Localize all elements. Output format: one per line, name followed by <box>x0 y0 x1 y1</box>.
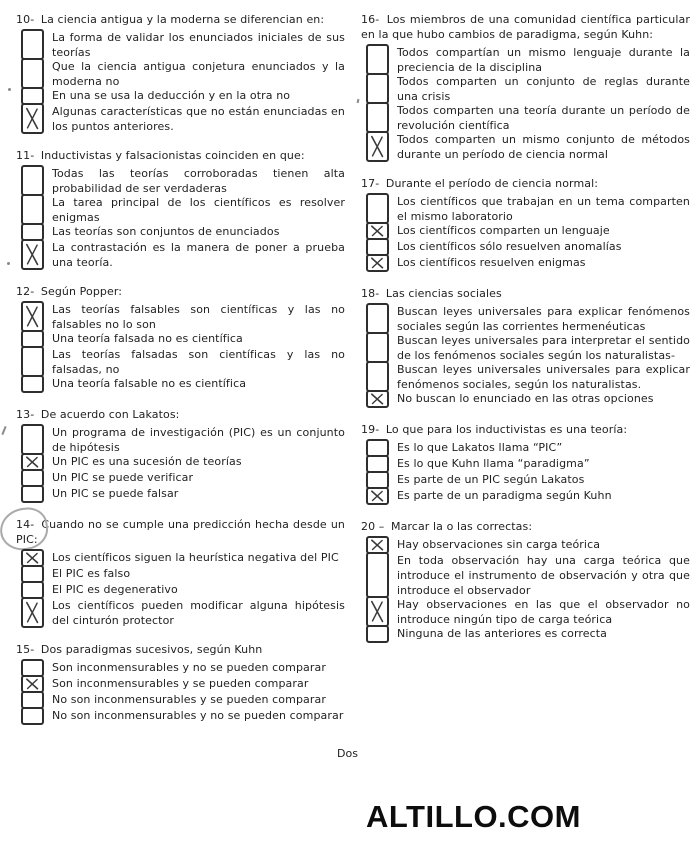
checkbox[interactable] <box>366 390 389 408</box>
options-list <box>361 303 690 408</box>
option-label: Es parte de un PIC según Lakatos <box>397 473 585 486</box>
option-label: No son inconmensurables y no se pueden comparar <box>52 709 344 722</box>
options-list <box>16 301 345 393</box>
option-label: Hay observaciones en las que el observador no introduce ningún tipo de carga teórica <box>397 598 690 626</box>
checkbox[interactable] <box>366 552 389 598</box>
option-label: Los científicos sólo resuelven anomalías <box>397 240 622 253</box>
question-title: Dos paradigmas sucesivos, según Kuhn <box>40 643 263 656</box>
question-title-line <box>16 517 345 547</box>
x-mark-icon <box>369 490 386 502</box>
option-row <box>366 625 690 643</box>
option-row <box>21 424 345 455</box>
right-column <box>361 12 690 739</box>
option-label: Una teoría falsable no es científica <box>52 377 247 390</box>
option-row <box>21 707 345 725</box>
option-row <box>366 487 690 505</box>
option-label: En toda observación hay una carga teórica que introduce el instrumento de observación y otra que introduce el observador <box>397 554 690 597</box>
x-mark-icon <box>24 678 41 690</box>
option-label: Un PIC se puede verificar <box>52 471 194 484</box>
option-label: Las teorías falsables son científicas y las no falsables no lo son <box>52 303 345 331</box>
option-row <box>21 346 345 377</box>
x-mark-icon <box>369 134 386 159</box>
option-row <box>366 44 690 75</box>
question-block <box>361 519 690 643</box>
checkbox[interactable] <box>21 485 44 503</box>
checkbox[interactable] <box>366 254 389 272</box>
option-row <box>21 375 345 393</box>
option-row <box>366 303 690 334</box>
checkbox[interactable] <box>21 58 44 89</box>
option-row <box>366 131 690 162</box>
checkbox[interactable] <box>366 303 389 334</box>
option-label: Las teorías son conjuntos de enunciados <box>52 225 280 238</box>
question-title: Según Popper: <box>40 285 123 298</box>
question-block <box>16 12 345 134</box>
option-row <box>21 485 345 503</box>
question-title-line <box>16 148 345 163</box>
options-list <box>16 29 345 134</box>
option-label: Los científicos siguen la heurística negativa del PIC <box>52 551 339 564</box>
option-label: Buscan leyes universales para explicar fenómenos sociales según las corrientes hermenéuticas <box>397 305 690 333</box>
question-number: 16- <box>361 13 384 26</box>
question-title-line <box>361 12 690 42</box>
question-block <box>16 517 345 628</box>
options-list <box>361 193 690 272</box>
question-number: 12- <box>16 285 38 298</box>
question-title-line <box>16 407 345 422</box>
checkbox[interactable] <box>366 102 389 133</box>
question-block <box>361 286 690 408</box>
option-row <box>21 194 345 225</box>
x-mark-icon <box>24 242 41 267</box>
question-number: 17- <box>361 177 383 190</box>
checkbox[interactable] <box>21 103 44 134</box>
option-row <box>21 29 345 60</box>
x-mark-icon <box>369 225 386 237</box>
x-mark-icon <box>369 539 386 551</box>
option-label: Es parte de un paradigma según Kuhn <box>397 489 612 502</box>
options-list <box>361 536 690 643</box>
checkbox[interactable] <box>366 487 389 505</box>
question-title: La ciencia antigua y la moderna se diferencian en: <box>40 13 325 26</box>
option-label: El PIC es falso <box>52 567 131 580</box>
checkbox[interactable] <box>366 44 389 75</box>
question-block <box>361 422 690 505</box>
option-label: La forma de validar los enunciados iniciales de sus teorías <box>52 31 345 59</box>
question-block <box>361 176 690 272</box>
checkbox[interactable] <box>366 131 389 162</box>
option-label: Un PIC se puede falsar <box>52 487 179 500</box>
option-row <box>366 254 690 272</box>
stray-word-dos: Dos <box>337 747 358 760</box>
option-row <box>21 239 345 270</box>
option-label: Hay observaciones sin carga teórica <box>397 538 601 551</box>
option-label: La tarea principal de los científicos es resolver enigmas <box>52 196 345 224</box>
option-label: Los científicos que trabajan en un tema comparten el mismo laboratorio <box>397 195 690 223</box>
x-mark-icon <box>369 393 386 405</box>
option-label: No son inconmensurables y se pueden comparar <box>52 693 326 706</box>
checkbox[interactable] <box>21 346 44 377</box>
question-title: Lo que para los inductivistas es una teoría: <box>385 423 628 436</box>
options-list <box>16 165 345 270</box>
option-label: Son inconmensurables y no se pueden comparar <box>52 661 326 674</box>
x-mark-icon <box>369 599 386 624</box>
option-label: Todos compartían un mismo lenguaje durante la preciencia de la disciplina <box>397 46 690 74</box>
option-row <box>366 596 690 627</box>
question-number: 13- <box>16 408 38 421</box>
question-title: Los miembros de una comunidad científica particular en la que hubo cambios de paradigma, según Kuhn: <box>361 13 690 41</box>
x-mark-icon <box>24 106 41 131</box>
option-label: En una se usa la deducción y en la otra no <box>52 89 291 102</box>
option-row <box>366 552 690 598</box>
question-number: 19- <box>361 423 383 436</box>
options-list <box>16 659 345 725</box>
option-label: Todos comparten un mismo conjunto de métodos durante un período de ciencia normal <box>397 133 690 161</box>
checkbox[interactable] <box>21 239 44 270</box>
left-column <box>16 12 345 739</box>
option-row <box>366 73 690 104</box>
question-title: De acuerdo con Lakatos: <box>40 408 180 421</box>
option-label: Un PIC es una sucesión de teorías <box>52 455 242 468</box>
option-label: No buscan lo enunciado en las otras opciones <box>397 392 654 405</box>
option-row <box>21 597 345 628</box>
option-label: Una teoría falsada no es científica <box>52 332 243 345</box>
question-title-line <box>16 12 345 27</box>
x-mark-icon <box>24 600 41 625</box>
question-title-line <box>16 284 345 299</box>
options-list <box>361 439 690 505</box>
option-label: Buscan leyes universales para interpretar el sentido de los fenómenos sociales según los naturalistas- <box>397 334 690 362</box>
option-row <box>366 332 690 363</box>
option-label: Todos comparten un conjunto de reglas durante una crisis <box>397 75 690 103</box>
checkbox[interactable] <box>21 597 44 628</box>
option-label: La contrastación es la manera de poner a prueba una teoría. <box>52 241 345 269</box>
question-number: 15- <box>16 643 38 656</box>
question-title: Las ciencias sociales <box>385 287 502 300</box>
option-label: Los científicos resuelven enigmas <box>397 256 586 269</box>
checkbox[interactable] <box>21 375 44 393</box>
question-number: 10- <box>16 13 38 26</box>
options-list <box>16 424 345 503</box>
question-block <box>16 407 345 503</box>
question-number: 14- <box>16 518 39 531</box>
checkbox[interactable] <box>366 625 389 643</box>
option-label: Ninguna de las anteriores es correcta <box>397 627 608 640</box>
option-row <box>366 193 690 224</box>
question-title: Inductivistas y falsacionistas coinciden en que: <box>40 149 305 162</box>
checkbox[interactable] <box>21 165 44 196</box>
checkbox[interactable] <box>21 29 44 60</box>
altillo-watermark: ALTILLO.COM <box>366 799 581 834</box>
question-block <box>361 12 690 162</box>
checkbox[interactable] <box>366 361 389 392</box>
question-title-line <box>361 286 690 301</box>
x-mark-icon <box>24 552 41 564</box>
question-number: 18- <box>361 287 383 300</box>
option-label: Es lo que Kuhn llama “paradigma” <box>397 457 590 470</box>
option-row <box>21 58 345 89</box>
checkbox[interactable] <box>366 596 389 627</box>
options-list <box>16 549 345 628</box>
question-title: Durante el período de ciencia normal: <box>385 177 599 190</box>
option-label: Todas las teorías corroboradas tienen alta probabilidad de ser verdaderas <box>52 167 345 195</box>
x-mark-icon <box>24 456 41 468</box>
option-label: Las teorías falsadas son científicas y las no falsadas, no <box>52 348 345 376</box>
question-number: 11- <box>16 149 38 162</box>
option-row <box>366 361 690 392</box>
option-row <box>21 103 345 134</box>
question-title-line <box>361 422 690 437</box>
option-label: Todos comparten una teoría durante un período de revolución científica <box>397 104 690 132</box>
option-label: Un programa de investigación (PIC) es un conjunto de hipótesis <box>52 426 345 454</box>
option-label: Los científicos comparten un lenguaje <box>397 224 610 237</box>
question-title: Marcar la o las correctas: <box>391 520 533 533</box>
checkbox[interactable] <box>366 73 389 104</box>
checkbox[interactable] <box>21 301 44 332</box>
question-block <box>16 284 345 393</box>
option-row <box>366 102 690 133</box>
question-title-line <box>361 176 690 191</box>
option-row <box>21 165 345 196</box>
checkbox[interactable] <box>21 707 44 725</box>
option-row <box>366 390 690 408</box>
checkbox[interactable] <box>366 332 389 363</box>
checkbox[interactable] <box>21 194 44 225</box>
checkbox[interactable] <box>21 424 44 455</box>
option-label: Son inconmensurables y se pueden comparar <box>52 677 309 690</box>
option-label: Que la ciencia antigua conjetura enunciados y la moderna no <box>52 60 345 88</box>
question-title: Cuando no se cumple una predicción hecha desde un PIC: <box>16 518 345 546</box>
options-list <box>361 44 690 162</box>
question-block <box>16 642 345 725</box>
checkbox[interactable] <box>366 193 389 224</box>
x-mark-icon <box>24 304 41 329</box>
x-mark-icon <box>369 257 386 269</box>
option-label: Es lo que Lakatos llama “PIC” <box>397 441 563 454</box>
option-label: Los científicos pueden modificar alguna hipótesis del cinturón protector <box>52 599 345 627</box>
option-label: Buscan leyes universales universales para explicar fenómenos sociales, según los naturalistas. <box>397 363 690 391</box>
question-title-line <box>361 519 690 534</box>
question-block <box>16 148 345 270</box>
question-number: 20 – <box>361 520 388 533</box>
option-row <box>21 301 345 332</box>
option-label: El PIC es degenerativo <box>52 583 178 596</box>
option-label: Algunas características que no están enunciadas en los puntos anteriores. <box>52 105 345 133</box>
question-title-line <box>16 642 345 657</box>
